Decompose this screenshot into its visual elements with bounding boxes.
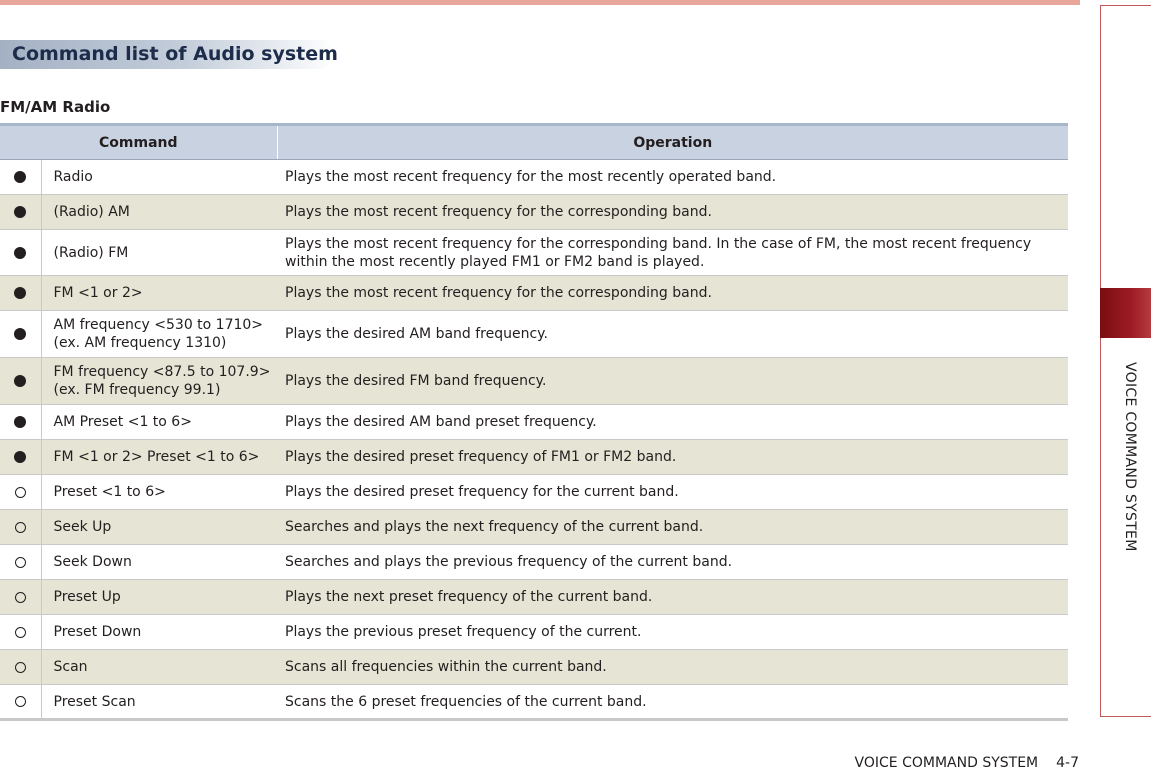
section-title: Command list of Audio system [12, 43, 338, 65]
operation-cell: Plays the desired preset frequency of FM1 or FM2 band. [277, 440, 1068, 475]
table-body [0, 160, 1068, 720]
side-tab-marker [1100, 288, 1151, 338]
command-cell: Preset Up [41, 580, 277, 615]
table-row [0, 230, 1068, 276]
command-cell: AM frequency <530 to 1710> (ex. AM frequency 1310) [41, 311, 277, 358]
bullet-cell [0, 276, 41, 311]
filled-circle-icon [14, 171, 26, 183]
bullet-cell [0, 650, 41, 685]
operation-cell: Scans all frequencies within the current band. [277, 650, 1068, 685]
filled-circle-icon [14, 247, 26, 259]
table-row [0, 311, 1068, 358]
command-cell: Preset Down [41, 615, 277, 650]
operation-cell: Scans the 6 preset frequencies of the current band. [277, 685, 1068, 720]
operation-cell: Plays the most recent frequency for the corresponding band. [277, 276, 1068, 311]
bullet-cell [0, 405, 41, 440]
command-cell: FM frequency <87.5 to 107.9> (ex. FM frequency 99.1) [41, 358, 277, 405]
table-row [0, 510, 1068, 545]
operation-cell: Plays the desired AM band frequency. [277, 311, 1068, 358]
command-cell: Preset <1 to 6> [41, 475, 277, 510]
table-row [0, 195, 1068, 230]
filled-circle-icon [14, 416, 26, 428]
command-cell: (Radio) AM [41, 195, 277, 230]
bullet-cell [0, 475, 41, 510]
section-heading [0, 40, 338, 69]
command-cell: Radio [41, 160, 277, 195]
bullet-cell [0, 230, 41, 276]
open-circle-icon [15, 487, 26, 498]
bullet-cell [0, 440, 41, 475]
operation-cell: Plays the most recent frequency for the most recently operated band. [277, 160, 1068, 195]
open-circle-icon [15, 592, 26, 603]
operation-cell: Plays the desired AM band preset frequency. [277, 405, 1068, 440]
command-table [0, 123, 1068, 721]
open-circle-icon [15, 662, 26, 673]
open-circle-icon [15, 557, 26, 568]
table-row [0, 580, 1068, 615]
top-rule [0, 0, 1080, 5]
operation-cell: Plays the most recent frequency for the corresponding band. In the case of FM, the most recent frequency within the most recently played FM1 or FM2 band is played. [277, 230, 1068, 276]
table-row [0, 475, 1068, 510]
table-row [0, 358, 1068, 405]
bullet-cell [0, 615, 41, 650]
bullet-cell [0, 160, 41, 195]
command-cell: Seek Up [41, 510, 277, 545]
table-header-row [0, 125, 1068, 160]
command-cell: (Radio) FM [41, 230, 277, 276]
command-cell: Seek Down [41, 545, 277, 580]
operation-cell: Plays the most recent frequency for the corresponding band. [277, 195, 1068, 230]
bullet-cell [0, 580, 41, 615]
filled-circle-icon [14, 375, 26, 387]
subsection-title: FM/AM Radio [0, 98, 111, 116]
command-cell: FM <1 or 2> Preset <1 to 6> [41, 440, 277, 475]
filled-circle-icon [14, 287, 26, 299]
operation-cell: Plays the desired preset frequency for the current band. [277, 475, 1068, 510]
table-row [0, 440, 1068, 475]
command-cell: Scan [41, 650, 277, 685]
bullet-cell [0, 311, 41, 358]
table-row [0, 545, 1068, 580]
operation-column-header: Operation [277, 125, 1068, 160]
table-row [0, 650, 1068, 685]
operation-cell: Searches and plays the previous frequency of the current band. [277, 545, 1068, 580]
operation-cell: Plays the previous preset frequency of the current. [277, 615, 1068, 650]
filled-circle-icon [14, 451, 26, 463]
command-column-header: Command [0, 125, 277, 160]
table-row [0, 405, 1068, 440]
bullet-cell [0, 510, 41, 545]
command-cell: Preset Scan [41, 685, 277, 720]
table-row [0, 685, 1068, 720]
bullet-cell [0, 358, 41, 405]
command-cell: FM <1 or 2> [41, 276, 277, 311]
bullet-cell [0, 195, 41, 230]
operation-cell: Searches and plays the next frequency of the current band. [277, 510, 1068, 545]
page-number: 4-7 [1056, 755, 1079, 771]
table-row [0, 160, 1068, 195]
table-row [0, 615, 1068, 650]
table-row [0, 276, 1068, 311]
bullet-cell [0, 685, 41, 720]
bullet-cell [0, 545, 41, 580]
side-tab-frame [1100, 5, 1151, 717]
operation-cell: Plays the next preset frequency of the current band. [277, 580, 1068, 615]
footer-section: VOICE COMMAND SYSTEM [854, 755, 1039, 771]
command-cell: AM Preset <1 to 6> [41, 405, 277, 440]
operation-cell: Plays the desired FM band frequency. [277, 358, 1068, 405]
filled-circle-icon [14, 328, 26, 340]
open-circle-icon [15, 696, 26, 707]
filled-circle-icon [14, 206, 26, 218]
open-circle-icon [15, 627, 26, 638]
side-tab-label: VOICE COMMAND SYSTEM [1122, 362, 1138, 552]
open-circle-icon [15, 522, 26, 533]
